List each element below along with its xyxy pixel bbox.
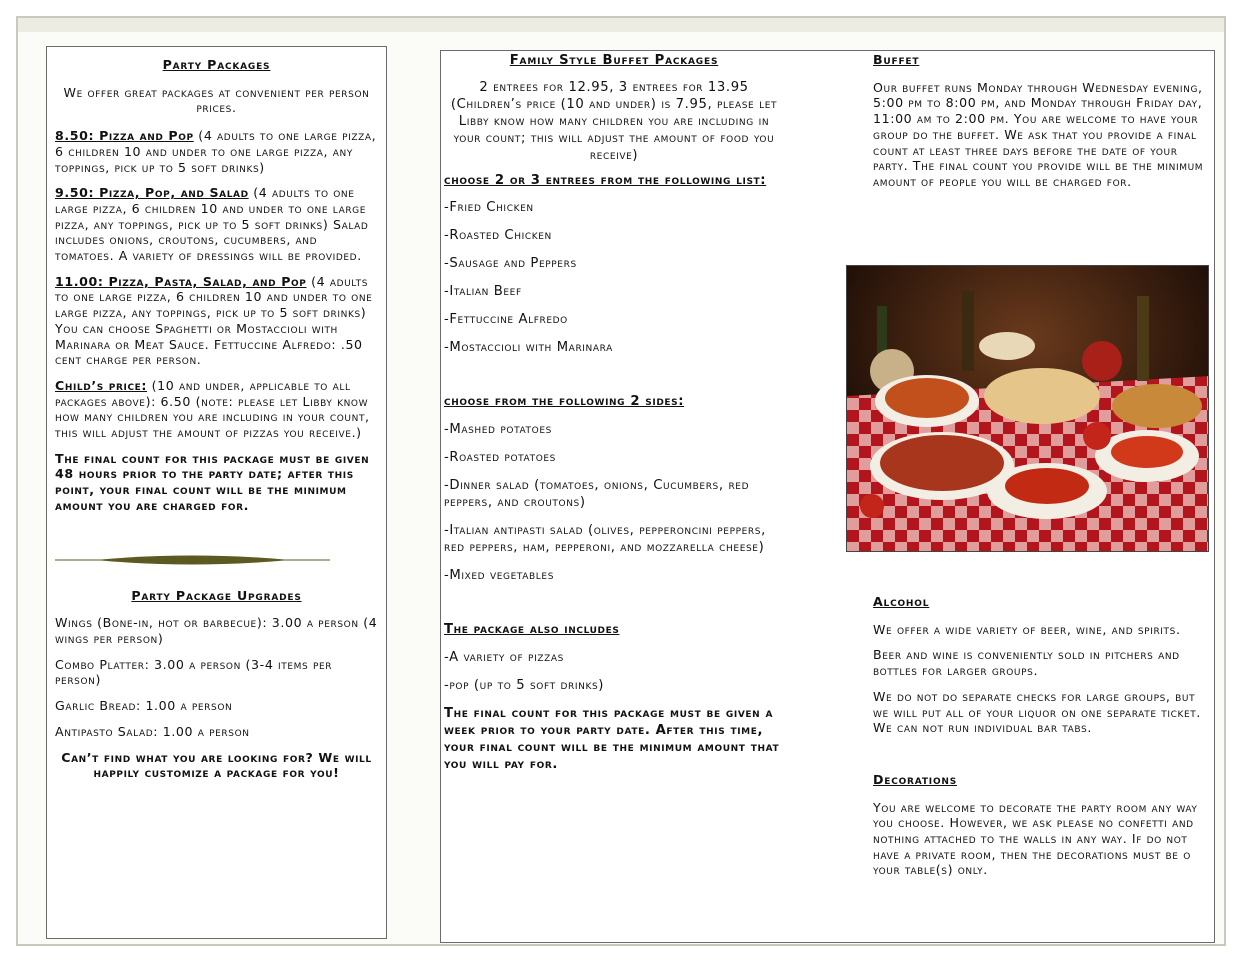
side-item: -Italian antipasti salad (olives, pepperoncini peppers, red peppers, ham, pepperoni, and mozzarella cheese) xyxy=(444,523,766,555)
family-style-pricing: 2 entrees for 12.95, 3 entrees for 13.95 (Children’s price (10 and under) is 7.95, please let Libby know how many children you are including in your count; this will adjust the amount of food you receive) xyxy=(450,80,778,163)
alcohol-paragraph: We offer a wide variety of beer, wine, and spirits. xyxy=(873,621,1181,637)
package-details: (4 adults to one large pizza, 6 children 10 and under to one large pizza, any toppings, pick up to 5 soft drinks) You can choose Spaghetti or Mostaccioli with Marinara or Meat Sauce. Fettuccine Alfredo: .50 cent charge per person. xyxy=(55,273,373,368)
entree-item: -Fried Chicken xyxy=(444,200,534,215)
italian-food-photo xyxy=(846,265,1209,552)
buffet-title: Buffet xyxy=(873,52,920,67)
package-details: (10 and under, applicable to all packages above): 6.50 (note: please let Libby know how many children you are including in your count, this will adjust the amount of pizzas you receive.) xyxy=(55,377,370,441)
entree-item: -Fettuccine Alfredo xyxy=(444,312,568,327)
include-item: -A variety of pizzas xyxy=(444,650,564,665)
includes-heading: The package also includes xyxy=(444,622,620,637)
info-column xyxy=(873,52,1211,200)
party-final-count-note: The final count for this package must be given 48 hours prior to the party date; after this point, your final count will be the minimum amount you are charged for. xyxy=(55,450,370,513)
upgrades-title: Party Package Upgrades xyxy=(131,587,302,603)
side-item: -Dinner salad (tomatoes, onions, Cucumbers, red peppers, and croutons) xyxy=(444,478,750,510)
alcohol-paragraph: We do not do separate checks for large groups, but we will put all of your liquor on one separate ticket. We can not run individual bar tabs. xyxy=(873,688,1201,736)
family-style-column xyxy=(444,52,784,784)
entree-item: -Roasted Chicken xyxy=(444,228,552,243)
side-item: -Mashed potatoes xyxy=(444,422,552,437)
child-price xyxy=(55,378,378,441)
package-name: Child’s price: xyxy=(55,377,148,393)
package-name: 8.50: Pizza and Pop xyxy=(55,128,194,144)
package-name: 9.50: Pizza, Pop, and Salad xyxy=(55,185,249,201)
family-final-count-note: The final count for this package must be given a week prior to your party date. After this time, your final count will be the minimum amount that you will pay for. xyxy=(444,706,780,772)
top-band xyxy=(18,18,1224,32)
party-packages-panel xyxy=(46,46,387,939)
entrees-heading: choose 2 or 3 entrees from the following list: xyxy=(444,173,767,188)
package-name: 11.00: Pizza, Pasta, Salad, and Pop xyxy=(55,273,307,289)
party-packages-intro: We offer great packages at convenient per person prices. xyxy=(63,84,370,116)
entree-item: -Mostaccioli with Marinara xyxy=(444,340,613,355)
ornamental-divider xyxy=(55,554,330,566)
entree-item: -Italian Beef xyxy=(444,284,522,299)
upgrade-item: Antipasto Salad: 1.00 a person xyxy=(55,723,250,739)
customize-note: Can’t find what you are looking for? We will happily customize a package for you! xyxy=(61,749,372,781)
package-details: (4 adults to one large pizza, 6 children 10 and under to one large pizza, any toppings, pick up to 5 soft drinks) xyxy=(55,128,377,175)
alcohol-title: Alcohol xyxy=(873,594,930,609)
party-packages-title: Party Packages xyxy=(162,57,271,72)
package-11-00 xyxy=(55,274,378,368)
upgrade-item: Combo Platter: 3.00 a person (3-4 items per person) xyxy=(55,656,333,688)
package-9-50 xyxy=(55,185,378,264)
side-item: -Roasted potatoes xyxy=(444,450,556,465)
family-style-title: Family Style Buffet Packages xyxy=(509,53,719,68)
decorations-text: You are welcome to decorate the party room any way you choose. However, we ask please no confetti and nothing attached to the walls in any way. If do not have a private room, then the decorations must be o your table(s) only. xyxy=(873,799,1198,878)
entree-item: -Sausage and Peppers xyxy=(444,256,577,271)
sides-heading: choose from the following 2 sides: xyxy=(444,394,685,409)
upgrade-item: Wings (Bone-in, hot or barbecue): 3.00 a person (4 wings per person) xyxy=(55,615,378,646)
buffet-text: Our buffet runs Monday through Wednesday evening, 5:00 pm to 8:00 pm, and Monday through Friday day, 11:00 am to 2:00 pm. You are welcome to have your group do the buffet. We ask that you provide a final count at least three days before the date of your party. The final count you provide will be the minimum amount of people you will be charged for. xyxy=(873,79,1204,189)
decorations-title: Decorations xyxy=(873,771,958,787)
alcohol-paragraph: Beer and wine is conveniently sold in pitchers and bottles for larger groups. xyxy=(873,647,1180,679)
package-details: (4 adults to one large pizza, 6 children 10 and under to one large pizza, any toppings, pick up to 5 soft drinks) Salad includes onions, croutons, cucumbers, and tomatoes. A variety of dressings will be provided. xyxy=(55,185,369,264)
upgrade-item: Garlic Bread: 1.00 a person xyxy=(55,698,233,714)
alcohol-decorations-column xyxy=(873,594,1211,888)
package-8-50 xyxy=(55,128,378,175)
include-item: -pop (up to 5 soft drinks) xyxy=(444,678,605,693)
side-item: -Mixed vegetables xyxy=(444,568,555,583)
